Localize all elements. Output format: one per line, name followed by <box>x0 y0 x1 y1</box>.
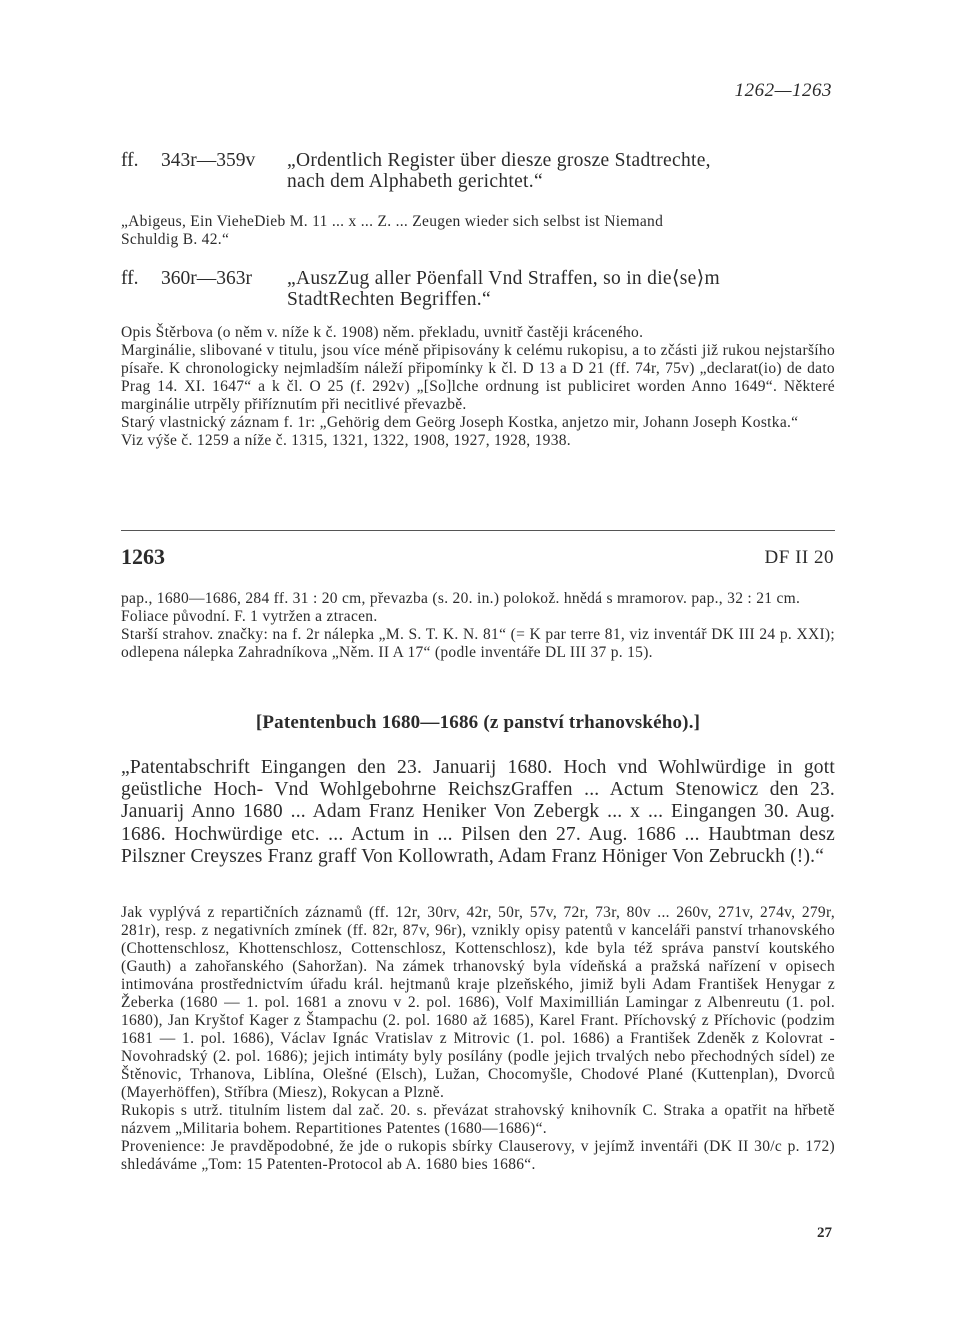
section-title: „Ordentlich Register über diesze grosze Stadtrechte, nach dem Alphabeth gerichtet.“ <box>287 150 711 192</box>
section-title: „AuszZug aller Pöenfall Vnd Straffen, so in die⟨se⟩m StadtRechten Begriffen.“ <box>287 268 721 310</box>
notes-1263-commentary <box>121 904 835 1174</box>
notes-1263-description <box>121 590 835 662</box>
note-paragraph: Foliace původní. F. 1 vytržen a ztracen. <box>121 608 378 625</box>
note-paragraph: Starý vlastnický záznam f. 1r: „Gehörig dem Geörg Joseph Kostka, anjetzo mir, Johann Joseph Kostka.“ <box>121 414 799 431</box>
note-paragraph: Marginálie, slibované v titulu, jsou více méně připisovány k celému rukopisu, a to zčásti již rukou nejstaršího písaře. K chronologicky nejmladším náleží připomínky k čl. D 13 a D 21 (ff. 74r, 75v) „declarat(io) de dato Prag 14. XI. 1647“ a k čl. O 25 (f. 292v) „[So]lche ordnung ist publiciret worden Anno 1649“. Některé marginálie utrpěly přiříznutím při necitlivé převazbě. <box>121 342 835 413</box>
folio-label: ff. <box>121 150 139 171</box>
folio-range: 343r—359v <box>161 150 256 171</box>
shelf-signature: DF II 20 <box>764 547 834 568</box>
note-paragraph: Starší strahov. značky: na f. 2r nálepka „M. S. T. K. N. 81“ (= K par terre 81, viz inventář DK III 24 p. XXI); odlepena nálepka Zahradníkova „Něm. II A 17“ (podle inventáře DL III 37 p. 15). <box>121 626 835 661</box>
manuscript-heading: [Patentenbuch 1680—1686 (z panství trhanovského).] <box>255 712 701 733</box>
note-paragraph: Viz výše č. 1259 a níže č. 1315, 1321, 1322, 1908, 1927, 1928, 1938. <box>121 432 571 449</box>
note-paragraph: Opis Štěrbova (o něm v. níže k č. 1908) něm. překladu, uvnitř častěji kráceného. <box>121 324 644 341</box>
running-head: 1262—1263 <box>734 80 832 101</box>
note-paragraph: Rukopis s utrž. titulním listem dal zač. 20. s. převázat strahovský knihovník C. Straka a opatřit na hřbetě názvem „Militaria bohem. Repartitiones Patentes (1680—1686)“. <box>121 1102 835 1137</box>
entry-360r-363r <box>121 268 835 310</box>
note-paragraph: Provenience: Je pravděpodobné, že jde o rukopis sbírky Clauserovy, v jejímž inventáři (DK II 30/c p. 172) shledáváme „Tom: 15 Patenten-Protocol ab A. 1680 bies 1686“. <box>121 1138 835 1173</box>
notes-1262 <box>121 324 835 450</box>
incipit-quote: „Patentabschrift Eingangen den 23. Januarij 1680. Hoch vnd Wohlwürdige in gott geüstliche Hoch- Vnd Wohlgebohrne ReichszGraffen ... Actum Stenowicz den 23. Januarij Anno 1680 ... Adam Franz Heniker Von Zebergk ... x ... Eingangen 30. Aug. 1686. Hochwürdige etc. ... Actum in ... Pilsen den 27. Aug. 1686 ... Haubtman desz Pilszner Creyszes Franz graff Von Kollowrath, Adam Franz Höniger Von Zebruckh (!).“ <box>121 757 835 867</box>
excerpt: „Abigeus, Ein VieheDieb M. 11 ... x ... Z. ... Zeugen wieder sich selbst ist Niemand Schuldig B. 42.“ <box>121 213 664 248</box>
note-paragraph: Jak vyplývá z repartičních záznamů (ff. 12r, 30rv, 42r, 50r, 57v, 72r, 73r, 80v ... 260v, 271v, 274v, 279r, 281r), resp. z negativních zmínek (ff. 82r, 87v, 96r), vznikly opisy patentů v kanceláři panství trhanovského (Chottenschlosz, Khottenschlosz, Cottenschlosz, Kottenschlosz), kde byla též správa panství koutského (Gauth) a zahořanského (Sahoržan). Na zámek trhanovský byla vídeňská a pražská nařízení v opisech intimována prostřednictvím úřadu král. hejtmanů kraje plzeňského, jimiž byli Adam František Henygar z Žeberka (1680 — 1. pol. 1681 a znovu v 2. pol. 1686), Volf Maximillián Lamingar z Albenreutu (1. pol. 1680), Jan Kryštof Kager z Štampachu (2. pol. 1680 až 1685), Karel Frant. Příchovský z Příchovic (podzim 1681 — 1. pol. 1686), Václav Ignác Vratislav z Mitrovic (1. pol. 1686) a František Zdeněk z Kolovrat - Novohradský (2. pol. 1686); jejich intimáty byly posílány (podle jejich trvalých nebo přechodných sídel) ze Štěnovic, Trhanova, Liblína, Olešné (Elsch), Lužan, Chocomyšle, Chodové Plané (Kuttenplan), Dvorců (Mayerhöffen), Stříbra (Miesz), Rokycan a Plzně. <box>121 904 835 1101</box>
note-paragraph: pap., 1680—1686, 284 ff. 31 : 20 cm, převazba (s. 20. in.) polokož. hnědá s mramorov. pap., 32 : 21 cm. <box>121 590 801 607</box>
page-number: 27 <box>817 1225 832 1241</box>
folio-range: 360r—363r <box>161 268 252 289</box>
separator-rule <box>121 530 835 531</box>
entry-343r-359v <box>121 150 835 249</box>
folio-label: ff. <box>121 268 139 289</box>
entry-number: 1263 <box>121 544 165 569</box>
